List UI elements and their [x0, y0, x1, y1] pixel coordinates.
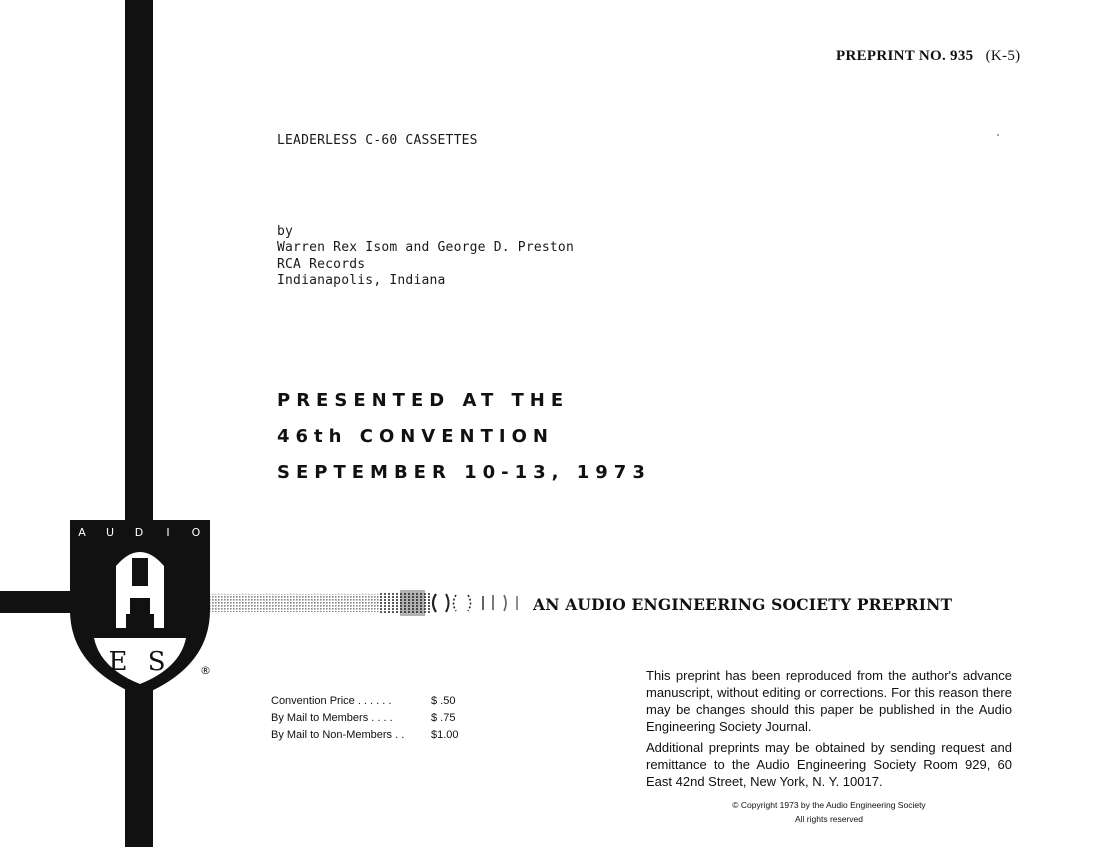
price-amount: $ .75 [431, 712, 456, 724]
preprint-number [836, 48, 1020, 65]
price-amount: $1.00 [431, 729, 459, 741]
registered-mark: ® [200, 664, 211, 677]
price-label: Convention Price . . . . . . [271, 695, 392, 707]
logo-es-letters: E S [108, 647, 172, 677]
price-row [271, 695, 456, 707]
authors: Warren Rex Isom and George D. Preston [277, 240, 574, 255]
price-label: By Mail to Members . . . . [271, 712, 393, 724]
copyright-line: © Copyright 1973 by the Audio Engineering Society [732, 800, 926, 810]
presented-line-3: SEPTEMBER 10-13, 1973 [277, 462, 651, 483]
rights-line: All rights reserved [794, 814, 864, 824]
copyright-block [646, 798, 1012, 826]
location: Indianapolis, Indiana [277, 273, 446, 288]
notice-paragraph-1: This preprint has been reproduced from the author's advance manuscript, without editing or corrections. For this reason there may be changes should this paper be published in the Audio Engineering Society Journal. [646, 668, 1012, 734]
presented-line-1: PRESENTED AT THE [277, 390, 570, 411]
logo-letter-i: I [166, 526, 170, 539]
fading-dot-band [200, 590, 535, 616]
notice-paragraph-2: Additional preprints may be obtained by sending request and remittance to the Audio Engineering Society Room 929, 60 East 42nd Street, New York, N. Y. 10017. [646, 740, 1012, 789]
reproduction-notice [646, 667, 1012, 794]
organization: RCA Records [277, 257, 366, 272]
logo-letter-d: D [134, 526, 144, 539]
price-label: By Mail to Non-Members . . [271, 729, 405, 741]
aes-logo [66, 518, 214, 698]
vertical-black-bar [125, 0, 153, 847]
preprint-code: (K-5) [985, 48, 1021, 64]
preprint-label: PREPRINT NO. 935 [836, 48, 974, 64]
paper-title: LEADERLESS C-60 CASSETTES [277, 133, 478, 148]
presented-line-2: 46th CONVENTION [277, 426, 554, 447]
logo-letter-a: A [78, 526, 86, 539]
byline: by [277, 224, 294, 239]
logo-letter-u: U [105, 526, 115, 539]
logo-letter-o: O [191, 526, 201, 539]
price-row [271, 729, 459, 741]
price-amount: $ .50 [431, 695, 456, 707]
speck-mark [997, 134, 999, 136]
aes-preprint-tagline: AN AUDIO ENGINEERING SOCIETY PREPRINT [533, 595, 953, 614]
price-row [271, 712, 456, 724]
